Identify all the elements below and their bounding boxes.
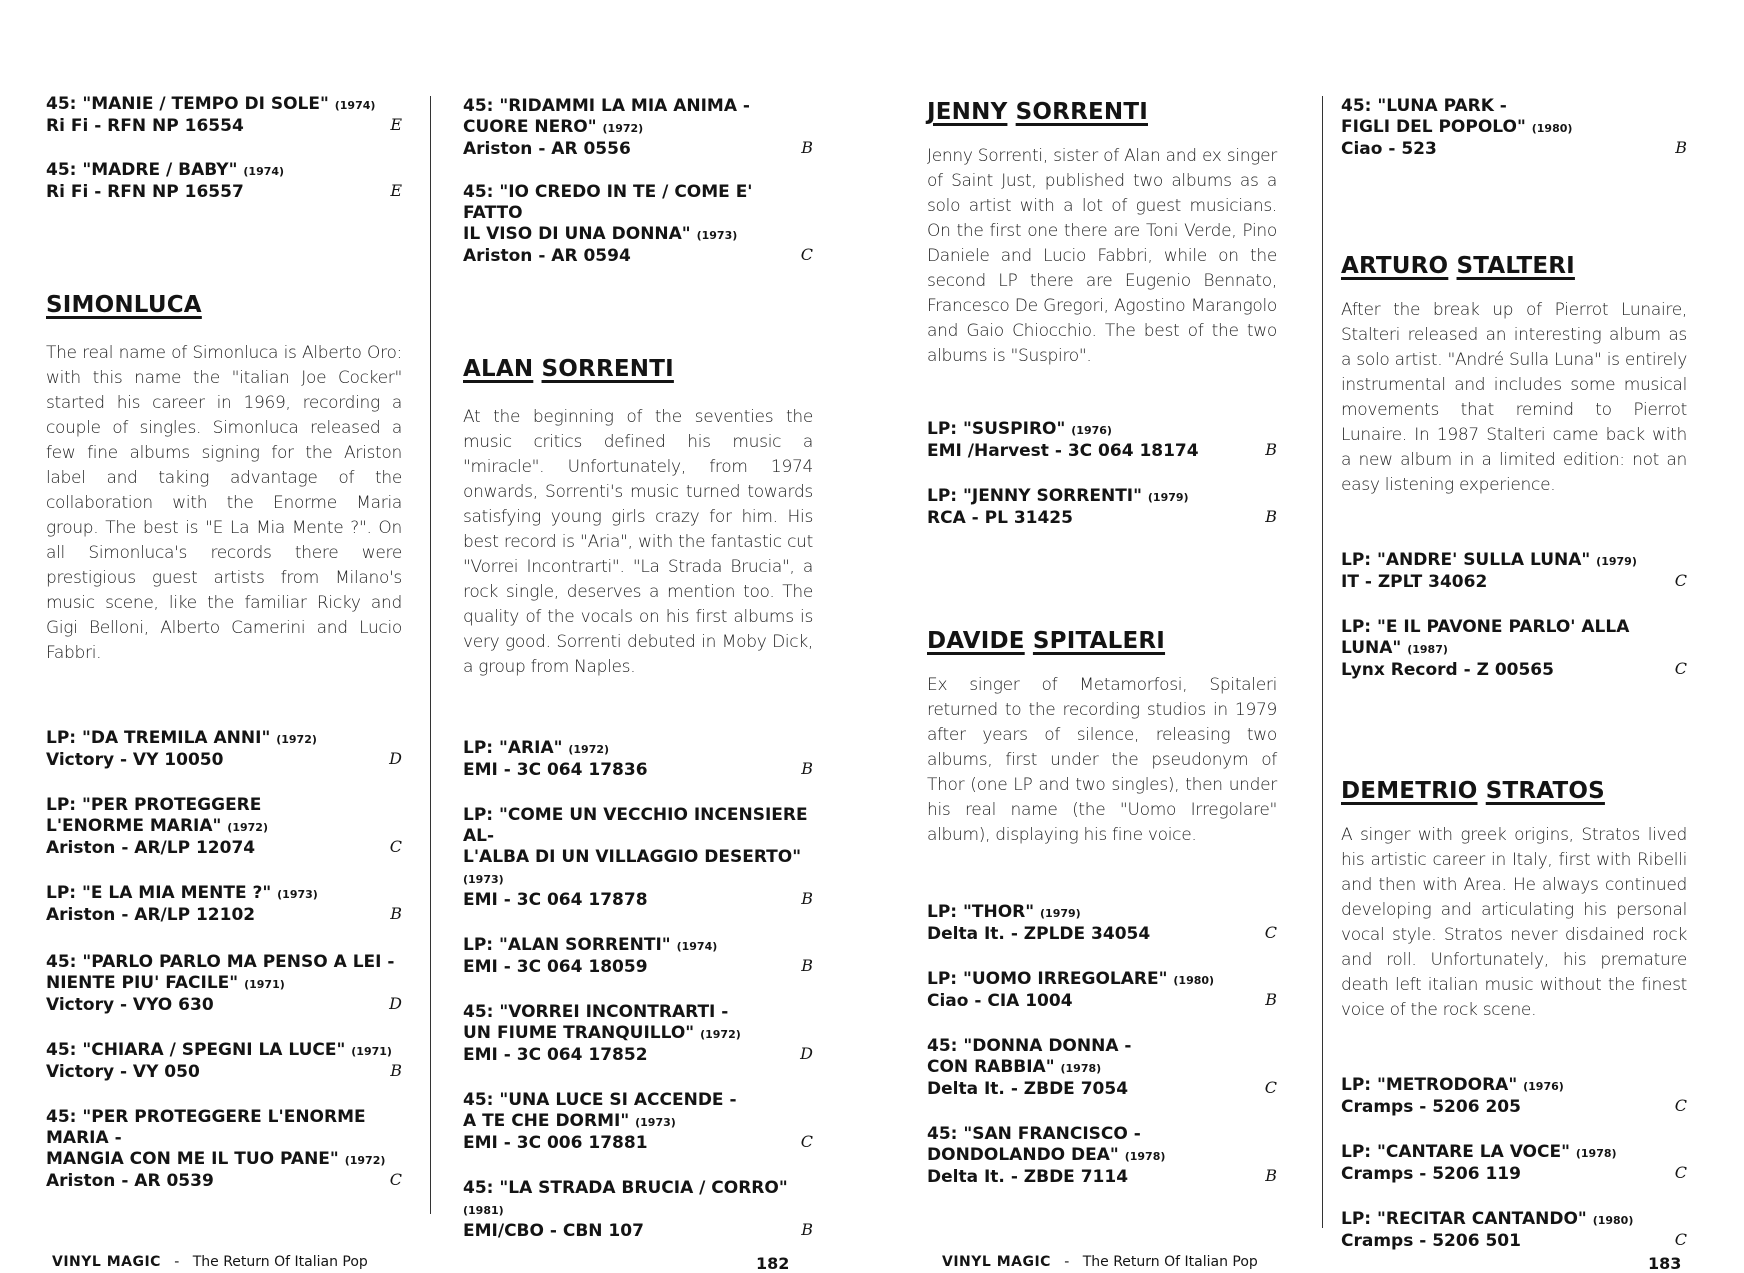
discography-entry: LP: "SUSPIRO" (1976) EMI /Harvest - 3C 064 18174 B (927, 419, 1277, 461)
discography-entry: 45: "IO CREDO IN TE / COME E' FATTO IL VISO DI UNA DONNA" (1973) Ariston - AR 0594 C (463, 182, 813, 266)
rating: C (389, 1170, 402, 1189)
rating: B (1265, 1166, 1277, 1185)
discography-entry: LP: "ALAN SORRENTI" (1974) EMI - 3C 064 18059 B (463, 935, 813, 977)
discography-entry: LP: "PER PROTEGGERE L'ENORME MARIA" (1972) Ariston - AR/LP 12074 C (46, 795, 402, 858)
rating: B (801, 889, 813, 908)
discography-entry: LP: "METRODORA" (1976) Cramps - 5206 205 C (1341, 1075, 1687, 1117)
footer-left: VINYL MAGIC - The Return Of Italian Pop (52, 1254, 368, 1270)
biography-text: Jenny Sorrenti, sister of Alan and ex singer of Saint Just, published two albums as a solo artist with a lot of guest musicians. On the first one there are Toni Verde, Pino Daniele and Lucio Fabbri, while on the second LP there are Eugenio Bennato, Francesco De Gregori, Agostino Marangolo and Gaio Chiocchio. The best of the two albums is "Suspiro". (927, 146, 1277, 366)
rating: E (390, 115, 402, 134)
rating: B (801, 138, 813, 157)
biography-text: Ex singer of Metamorfosi, Spitaleri returned to the recording studios in 1979 after years of silence, releasing two albums, first under the pseudonym of Thor (one LP and two singles), then under his real name (the "Uomo Irregolare" album), displaying his fine voice. (927, 675, 1277, 845)
page-number-left: 182 (756, 1254, 790, 1273)
discography-entry: 45: "LA STRADA BRUCIA / CORRO" (1981) EMI/CBO - CBN 107 B (463, 1178, 813, 1241)
section-heading: DEMETRIO STRATOS (1341, 778, 1605, 804)
discography-entry: LP: "UOMO IRREGOLARE" (1980) Ciao - CIA 1004 B (927, 969, 1277, 1011)
rating: C (389, 837, 402, 856)
rating: D (389, 994, 402, 1013)
rating: C (1674, 1163, 1687, 1182)
discography-entry: LP: "THOR" (1979) Delta It. - ZPLDE 34054 C (927, 902, 1277, 944)
rating: C (1264, 1078, 1277, 1097)
rating: B (390, 904, 402, 923)
rating: B (1265, 440, 1277, 459)
rating: B (1265, 990, 1277, 1009)
discography-entry: 45: "CHIARA / SPEGNI LA LUCE" (1971) Victory - VY 050 B (46, 1040, 402, 1082)
biography-text: At the beginning of the seventies the music critics defined his music a "miracle". Unfortunately, from 1974 onwards, Sorrenti's music turned towards satisfying young girls crazy for him. His best record is "Aria", with the fantastic cut "Vorrei Incontrarti". "La Strada Brucia", a rock single, deserves a mention too. The quality of the vocals on his first albums is very good. Sorrenti debuted in Moby Dick, a group from Naples. (463, 407, 813, 677)
discography-entry: 45: "SAN FRANCISCO - DONDOLANDO DEA" (1978) Delta It. - ZBDE 7114 B (927, 1124, 1277, 1187)
discography-entry: 45: "VORREI INCONTRARTI - UN FIUME TRANQUILLO" (1972) EMI - 3C 064 17852 D (463, 1002, 813, 1065)
rating: B (801, 1220, 813, 1239)
rating: B (390, 1061, 402, 1080)
discography-entry: 45: "MADRE / BABY" (1974) Ri Fi - RFN NP 16557 E (46, 160, 402, 202)
biography-text: The real name of Simonluca is Alberto Oro: with this name the "italian Joe Cocker" started his career in 1969, recording a couple of singles. Simonluca released a few fine albums signing for the Ariston label and taking advantage of the collaboration with the Enorme Maria group. The best is "E La Mia Mente ?". On all Simonluca's records there were prestigious guest artists from Milano's music scene, like the familiar Ricky and Gigi Belloni, Alberto Camerini and Lucio Fabbri. (46, 343, 402, 663)
discography-entry: 45: "RIDAMMI LA MIA ANIMA - CUORE NERO" (1972) Ariston - AR 0556 B (463, 96, 813, 159)
rating: D (800, 1044, 813, 1063)
section-heading: ARTURO STALTERI (1341, 253, 1575, 279)
page-number-right: 183 (1648, 1254, 1682, 1273)
footer-right: VINYL MAGIC - The Return Of Italian Pop (942, 1254, 1258, 1270)
discography-entry: LP: "JENNY SORRENTI" (1979) RCA - PL 31425 B (927, 486, 1277, 528)
rating: E (390, 181, 402, 200)
rating: C (1674, 571, 1687, 590)
column-4 (1341, 88, 1687, 1252)
rating: C (1264, 923, 1277, 942)
discography-entry: 45: "PER PROTEGGERE L'ENORME MARIA - MANGIA CON ME IL TUO PANE" (1972) Ariston - AR 0539 C (46, 1107, 402, 1191)
discography-entry: LP: "ANDRE' SULLA LUNA" (1979) IT - ZPLT 34062 C (1341, 550, 1687, 592)
discography-entry: LP: "COME UN VECCHIO INCENSIERE AL- L'ALBA DI UN VILLAGGIO DESERTO" (1973) EMI - 3C 064 17878 B (463, 805, 813, 910)
column-rule (430, 96, 431, 1214)
section-heading: SIMONLUCA (46, 292, 202, 318)
rating: C (1674, 1096, 1687, 1115)
rating: C (800, 245, 813, 264)
discography-entry: 45: "LUNA PARK - FIGLI DEL POPOLO" (1980) Ciao - 523 B (1341, 96, 1687, 159)
discography-entry: LP: "RECITAR CANTANDO" (1980) Cramps - 5206 501 C (1341, 1209, 1687, 1251)
discography-entry: 45: "UNA LUCE SI ACCENDE - A TE CHE DORMI" (1973) EMI - 3C 006 17881 C (463, 1090, 813, 1153)
section-heading: JENNY SORRENTI (927, 99, 1148, 125)
discography-entry: LP: "E IL PAVONE PARLO' ALLA LUNA" (1987) Lynx Record - Z 00565 C (1341, 617, 1687, 680)
rating: C (1674, 659, 1687, 678)
rating: B (1675, 138, 1687, 157)
rating: B (1265, 507, 1277, 526)
column-3 (927, 88, 1277, 1188)
rating: B (801, 759, 813, 778)
rating: C (800, 1132, 813, 1151)
rating: D (389, 749, 402, 768)
biography-text: A singer with greek origins, Stratos lived his artistic career in Italy, first with Ribelli and then with Area. He always continued developing and articulating his personal vocal style. Stratos never disdained rock and roll. Unfortunately, his premature death left italian music without the finest voice of the rock scene. (1341, 825, 1687, 1020)
column-2 (463, 88, 813, 1242)
biography-text: After the break up of Pierrot Lunaire, Stalteri released an interesting album as a solo artist. "André Sulla Luna" is entirely instrumental and includes some musical movements that remind to Pierrot Lunaire. In 1987 Stalteri came back with a new album in a limited edition: not an easy listening experience. (1341, 300, 1687, 495)
discography-entry: LP: "DA TREMILA ANNI" (1972) Victory - VY 10050 D (46, 728, 402, 770)
discography-entry: LP: "E LA MIA MENTE ?" (1973) Ariston - AR/LP 12102 B (46, 883, 402, 925)
discography-entry: 45: "PARLO PARLO MA PENSO A LEI - NIENTE PIU' FACILE" (1971) Victory - VYO 630 D (46, 952, 402, 1015)
column-rule (1322, 96, 1323, 1228)
discography-entry: 45: "DONNA DONNA - CON RABBIA" (1978) Delta It. - ZBDE 7054 C (927, 1036, 1277, 1099)
rating: B (801, 956, 813, 975)
discography-entry: LP: "CANTARE LA VOCE" (1978) Cramps - 5206 119 C (1341, 1142, 1687, 1184)
section-heading: ALAN SORRENTI (463, 356, 674, 382)
rating: C (1674, 1230, 1687, 1249)
column-1 (46, 88, 402, 1192)
discography-entry: 45: "MANIE / TEMPO DI SOLE" (1974) Ri Fi - RFN NP 16554 E (46, 94, 402, 136)
section-heading: DAVIDE SPITALERI (927, 628, 1166, 654)
discography-entry: LP: "ARIA" (1972) EMI - 3C 064 17836 B (463, 738, 813, 780)
